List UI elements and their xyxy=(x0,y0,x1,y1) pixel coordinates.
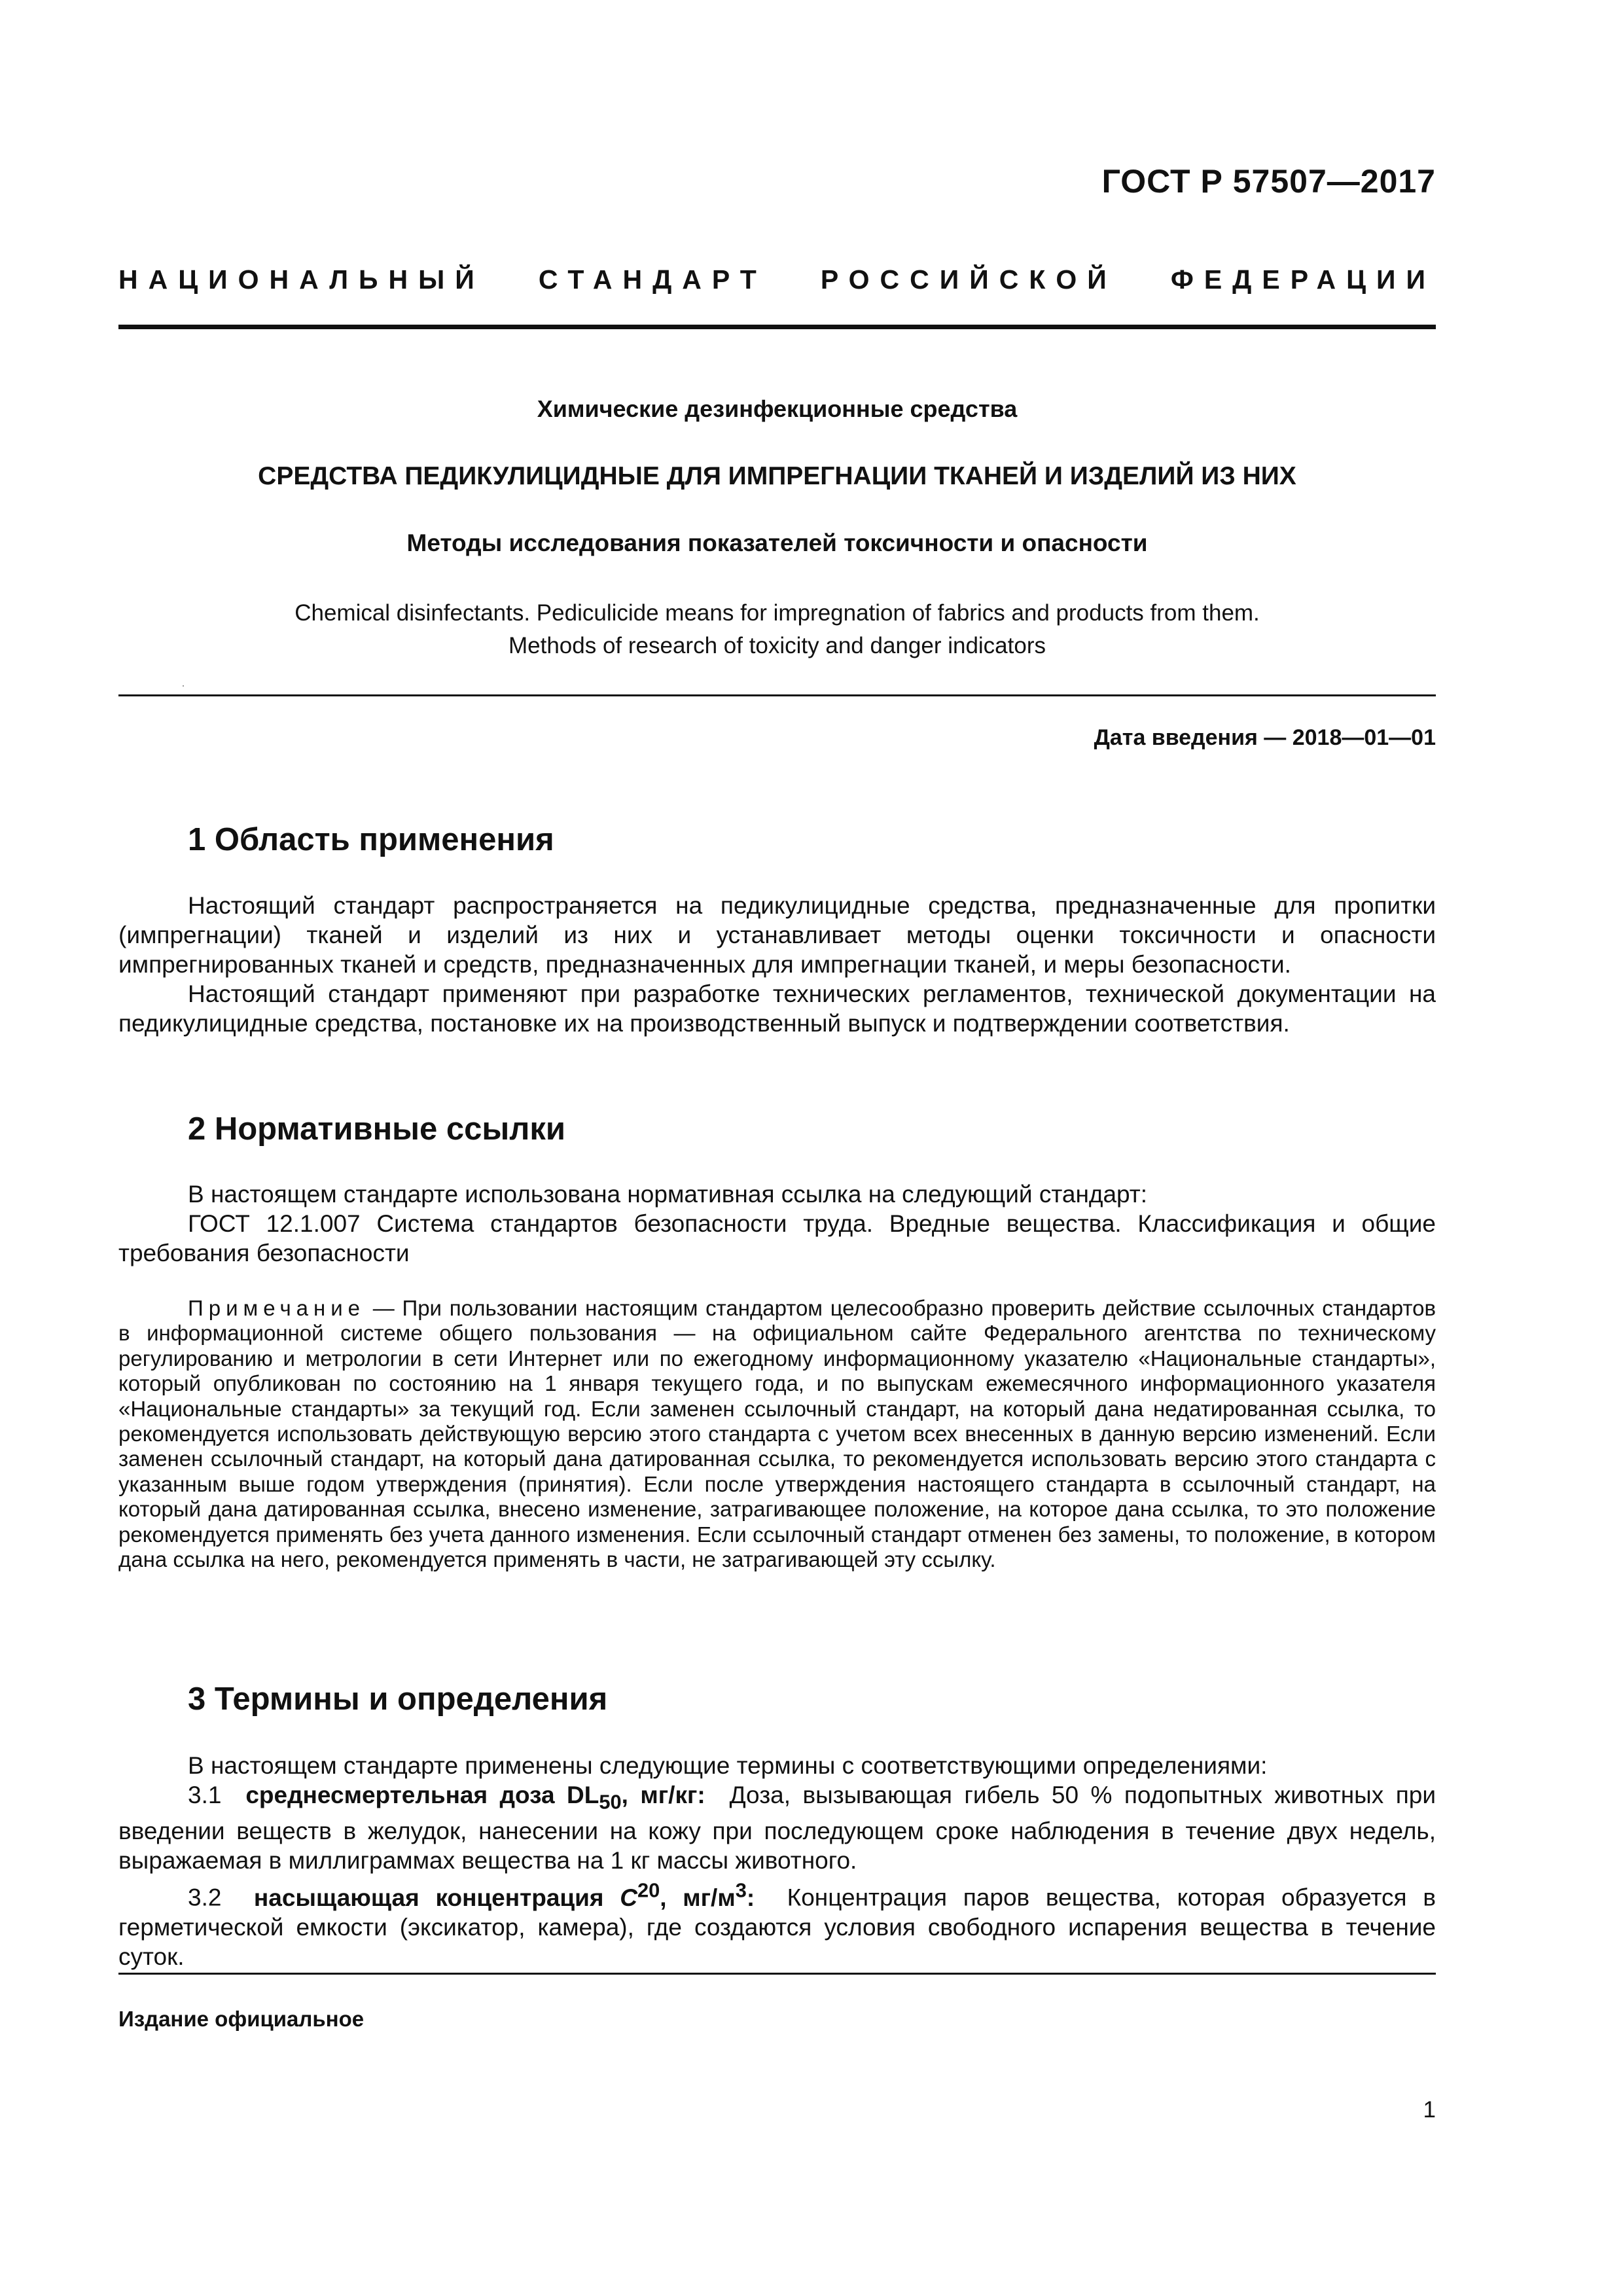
gost-number: ГОСТ Р 57507—2017 xyxy=(1101,163,1436,200)
page-number: 1 xyxy=(1423,2097,1436,2123)
document-subject: Химические дезинфекционные средства xyxy=(537,395,1018,422)
term-unit-superscript: 3 xyxy=(735,1878,747,1902)
term-number: 3.1 xyxy=(188,1782,222,1808)
paragraph: ГОСТ 12.1.007 Система стандартов безопасности труда. Вредные вещества. Классификация и общие требования безопасности xyxy=(118,1210,1436,1266)
official-edition-label: Издание официальное xyxy=(118,2007,365,2031)
footer-divider xyxy=(118,1973,1436,1975)
term-subscript: 50 xyxy=(599,1790,622,1814)
section-body xyxy=(118,891,1436,1038)
scan-speck xyxy=(183,685,184,687)
introduction-date: Дата введения — 2018—01—01 xyxy=(1094,725,1436,750)
note-block xyxy=(118,1296,1436,1572)
paragraph: Настоящий стандарт распространяется на педикулицидные средства, предназначенные для пропитки (импрегнации) тканей и изделий из них и устанавливает методы оценки токсичности и опасности импрегнированных тканей и средств, предназначенных для импрегнации тканей, и меры безопасности. xyxy=(118,892,1436,978)
term-definition xyxy=(118,1875,1436,1971)
document-methods-title: Методы исследования показателей токсичности и опасности xyxy=(406,529,1148,556)
national-standard-title xyxy=(118,264,1436,295)
section-body xyxy=(118,1179,1436,1268)
term-unit: , мг/кг: xyxy=(621,1782,705,1808)
note-label: Примечание xyxy=(188,1296,366,1320)
note-text: — При пользовании настоящим стандартом целесообразно проверить действие ссылочных стандартов в информационной системе общего пользования — на официальном сайте Федерального агентства по техническому регулированию и метрологии в сети Интернет или по ежегодному информационному указателю «Национальные стандарты», который опубликован по состоянию на 1 января текущего года, и по выпускам ежемесячного информационного указателя «Национальные стандарты» за текущий год. Если заменен ссылочный стандарт, на который дана недатированная ссылка, то рекомендуется использовать действующую версию этого стандарта с учетом всех внесенных в данную версию изменений. Если заменен ссылочный стандарт, на который дана датированная ссылка, то рекомендуется использовать версию этого стандарта с указанным выше годом утверждения (принятия). Если после утверждения настоящего стандарта в ссылочный стандарт, на который дана датированная ссылка, внесено изменение, затрагивающее положение, на которое дана ссылка, то это положение рекомендуется применять без учета данного изменения. Если ссылочный стандарт отменен без замены, то положение, в котором дана ссылка на него, рекомендуется применять в части, не затрагивающей эту ссылку. xyxy=(118,1296,1436,1572)
term-definition-text: Концентрация паров вещества, которая образуется в герметической емкости (эксикатор, камера), где создаются условия свободного испарения вещества в течение суток. xyxy=(118,1884,1436,1970)
term-name xyxy=(245,1782,705,1814)
paragraph: В настоящем стандарте использована нормативная ссылка на следующий стандарт: xyxy=(188,1181,1148,1208)
paragraph: В настоящем стандарте применены следующие термины с соответствующими определениями: xyxy=(188,1752,1268,1779)
term-colon: : xyxy=(746,1884,755,1911)
title-block-divider xyxy=(118,694,1436,696)
national-title-word: ФЕДЕРАЦИИ xyxy=(1170,264,1436,295)
national-title-word: РОССИЙСКОЙ xyxy=(820,264,1117,295)
term-name-text: среднесмертельная доза DL xyxy=(245,1782,599,1808)
english-title-line: Methods of research of toxicity and danger indicators xyxy=(508,633,1046,658)
national-title-word: СТАНДАРТ xyxy=(538,264,767,295)
term-variable: C xyxy=(620,1884,637,1911)
english-title xyxy=(118,597,1436,662)
note-paragraph xyxy=(118,1296,1436,1572)
section-heading: 3 Термины и определения xyxy=(188,1681,608,1717)
term-superscript: 20 xyxy=(637,1878,660,1902)
english-title-line: Chemical disinfectants. Pediculicide means for impregnation of fabrics and products from them. xyxy=(294,600,1260,626)
term-name-text: насыщающая концентрация xyxy=(253,1884,620,1911)
term-definition-text: Доза, вызывающая гибель 50 % подопытных животных при введении веществ в желудок, нанесении на кожу при последующем сроке наблюдения в течение двух недель, выражаемая в миллиграммах вещества на 1 кг массы животного. xyxy=(118,1782,1436,1874)
section-heading: 2 Нормативные ссылки xyxy=(188,1111,565,1147)
term-name xyxy=(253,1878,755,1911)
paragraph: Настоящий стандарт применяют при разработке технических регламентов, технической документации на педикулицидные средства, постановке их на производственный выпуск и подтверждении соответствия. xyxy=(118,980,1436,1037)
term-unit: , мг/м xyxy=(660,1884,736,1911)
national-title-word: НАЦИОНАЛЬНЫЙ xyxy=(118,264,485,295)
term-number: 3.2 xyxy=(188,1884,222,1911)
document-main-title: СРЕДСТВА ПЕДИКУЛИЦИДНЫЕ ДЛЯ ИМПРЕГНАЦИИ ТКАНЕЙ И ИЗДЕЛИЙ ИЗ НИХ xyxy=(258,462,1296,490)
section-body xyxy=(118,1751,1436,1971)
section-heading: 1 Область применения xyxy=(188,822,554,857)
header-divider xyxy=(118,325,1436,329)
term-definition xyxy=(118,1780,1436,1875)
